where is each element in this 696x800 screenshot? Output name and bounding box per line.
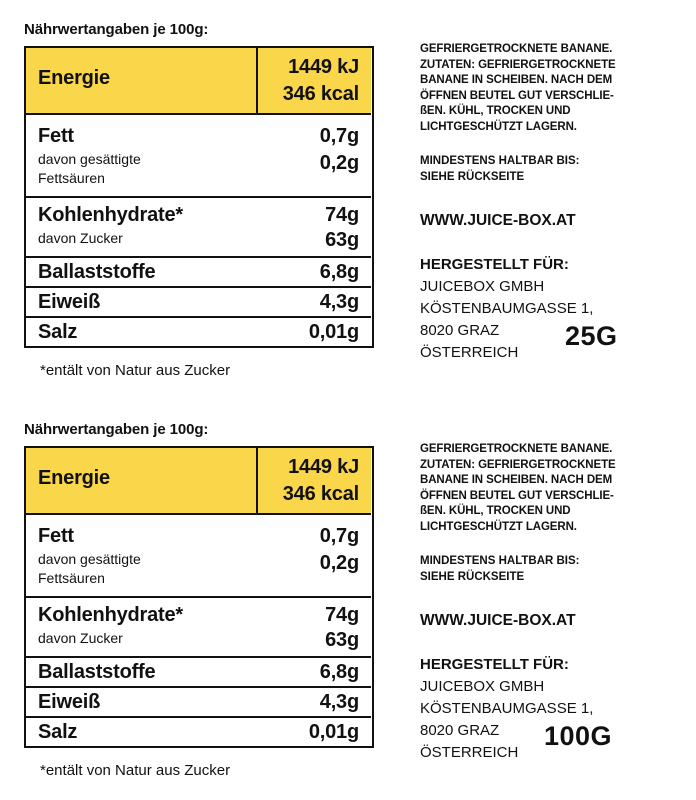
energy-kcal: 346 kcal [282, 483, 359, 505]
fat-sub1: davon gesättigte [38, 151, 141, 167]
sugar-label: davon Zucker [38, 630, 123, 646]
protein-label: Eiweiß [38, 691, 101, 713]
salt-label: Salz [38, 721, 78, 743]
energy-row [26, 448, 371, 513]
energy-kj: 1449 kJ [288, 56, 359, 78]
carbs-label: Kohlenhydrate* [38, 204, 184, 226]
salt-row [26, 716, 371, 745]
info-line: ZUTATEN: GEFRIERGETROCKNETE [420, 58, 616, 71]
website: WWW.JUICE-BOX.AT [420, 612, 576, 629]
fiber-label: Ballaststoffe [38, 661, 156, 683]
sugar-value: 63g [325, 229, 359, 251]
nutrition-table [24, 46, 374, 348]
saturated-fat-value: 0,2g [319, 152, 359, 174]
energy-kcal: 346 kcal [282, 83, 359, 105]
expiry-info [420, 554, 580, 585]
maker-line: ÖSTERREICH [420, 744, 519, 761]
fat-sub2: Fettsäuren [38, 570, 105, 586]
expiry-line: MINDESTENS HALTBAR BIS: [420, 155, 580, 167]
fiber-row [26, 256, 371, 286]
fat-label: Fett [38, 125, 74, 147]
sugar-label: davon Zucker [38, 230, 123, 246]
salt-value: 0,01g [308, 321, 359, 343]
info-line: ÖFFNEN BEUTEL GUT VERSCHLIE- [420, 489, 614, 502]
info-line: LICHTGESCHÜTZT LAGERN. [420, 120, 577, 133]
protein-row [26, 286, 371, 316]
label-100g [0, 400, 696, 800]
info-line: GEFRIERGETROCKNETE BANANE. [420, 443, 613, 455]
maker-line: JUICEBOX GMBH [420, 278, 545, 295]
energy-kj: 1449 kJ [288, 456, 359, 478]
maker-line: JUICEBOX GMBH [420, 678, 545, 695]
salt-value: 0,01g [308, 721, 359, 743]
maker-line: KÖSTENBAUMGASSE 1, [420, 300, 594, 317]
info-line: BANANE IN SCHEIBEN. NACH DEM [420, 74, 613, 86]
maker-line: KÖSTENBAUMGASSE 1, [420, 700, 594, 717]
fat-label: Fett [38, 525, 74, 547]
nutrition-heading: Nährwertangaben je 100g: [24, 21, 209, 38]
energy-label: Energie [38, 467, 110, 489]
carbs-value: 74g [325, 204, 359, 226]
net-weight: 100G [544, 721, 613, 751]
footnote: *entält von Natur aus Zucker [40, 762, 231, 779]
maker-line: ÖSTERREICH [420, 344, 519, 361]
footnote: *entält von Natur aus Zucker [40, 362, 231, 379]
salt-row [26, 316, 371, 345]
expiry-line: SIEHE RÜCKSEITE [420, 170, 525, 183]
maker-line: 8020 GRAZ [420, 722, 500, 739]
carbs-row [26, 196, 371, 256]
energy-row [26, 48, 371, 113]
fat-row [26, 513, 371, 596]
saturated-fat-value: 0,2g [319, 552, 359, 574]
protein-label: Eiweiß [38, 291, 101, 313]
expiry-line: SIEHE RÜCKSEITE [420, 570, 525, 583]
nutrition-table [24, 446, 374, 748]
info-line: ÖFFNEN BEUTEL GUT VERSCHLIE- [420, 89, 614, 102]
website: WWW.JUICE-BOX.AT [420, 212, 576, 229]
energy-label: Energie [38, 67, 110, 89]
protein-value: 4,3g [319, 691, 359, 713]
maker-title: HERGESTELLT FÜR: [420, 656, 569, 673]
fiber-row [26, 656, 371, 686]
product-info [420, 442, 680, 535]
info-line: LICHTGESCHÜTZT LAGERN. [420, 520, 577, 533]
info-line: ßEN. KÜHL, TROCKEN UND [420, 505, 571, 517]
nutrition-heading: Nährwertangaben je 100g: [24, 421, 209, 438]
expiry-info [420, 154, 580, 185]
fat-value: 0,7g [319, 525, 359, 547]
fiber-value: 6,8g [319, 261, 359, 283]
sugar-value: 63g [325, 629, 359, 651]
info-line: BANANE IN SCHEIBEN. NACH DEM [420, 474, 613, 486]
maker-title: HERGESTELLT FÜR: [420, 256, 569, 273]
fiber-label: Ballaststoffe [38, 261, 156, 283]
fat-row [26, 113, 371, 196]
fat-value: 0,7g [319, 125, 359, 147]
expiry-line: MINDESTENS HALTBAR BIS: [420, 555, 580, 567]
maker-line: 8020 GRAZ [420, 322, 500, 339]
info-line: ZUTATEN: GEFRIERGETROCKNETE [420, 458, 616, 471]
fat-sub1: davon gesättigte [38, 551, 141, 567]
protein-row [26, 686, 371, 716]
salt-label: Salz [38, 321, 78, 343]
carbs-label: Kohlenhydrate* [38, 604, 184, 626]
info-line: ßEN. KÜHL, TROCKEN UND [420, 105, 571, 117]
net-weight: 25G [565, 321, 618, 351]
protein-value: 4,3g [319, 291, 359, 313]
fat-sub2: Fettsäuren [38, 170, 105, 186]
product-info [420, 42, 680, 135]
info-line: GEFRIERGETROCKNETE BANANE. [420, 43, 613, 55]
fiber-value: 6,8g [319, 661, 359, 683]
carbs-value: 74g [325, 604, 359, 626]
carbs-row [26, 596, 371, 656]
